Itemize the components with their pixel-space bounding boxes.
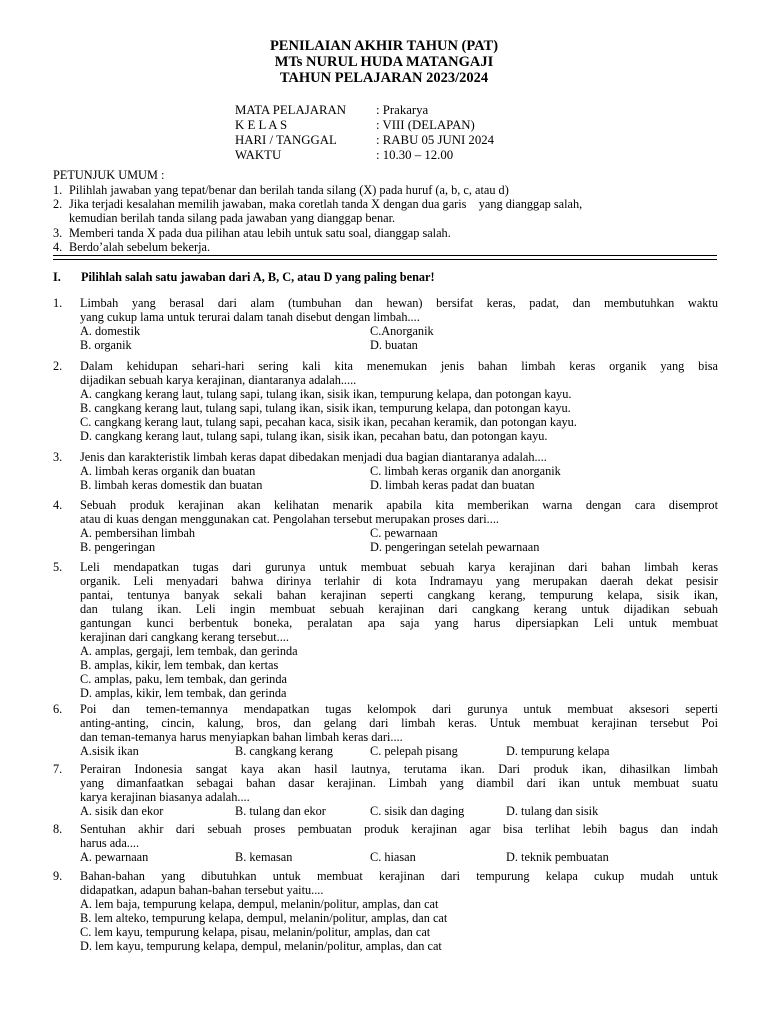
question-line: Bahan-bahan yang dibutuhkan untuk membuat kerajinan dari tempurung kelapa cukup mudah untuk [80,869,718,883]
exam-info-table [235,103,494,163]
question-number: 7. [53,762,63,776]
option-b[interactable]: B. tulang dan ekor [235,804,326,818]
option-d[interactable]: D. amplas, kikir, lem tembak, dan gerinda [80,686,287,700]
question-number: 6. [53,702,63,716]
option-c[interactable]: C. pewarnaan [370,526,438,540]
question-text [80,869,718,897]
options-row [80,338,718,352]
exam-title: PENILAIAN AKHIR TAHUN (PAT) [269,38,499,54]
info-value: : 10.30 – 12.00 [376,148,454,162]
options-row [80,540,718,554]
info-row-date [235,133,494,148]
question-line: dijadikan sebuah karya kerajinan, diantaranya adalah..... [80,373,357,387]
info-row-subject [235,103,494,118]
question-line: Leli mendapatkan tugas dari gurunya untuk membuat sebuah karya kerajinan dari bahan limbah keras [80,560,718,574]
option-c[interactable]: C. lem kayu, tempurung kelapa, pisau, melanin/politur, amplas, dan cat [80,925,431,939]
option-c[interactable]: C. sisik dan daging [370,804,465,818]
question-number: 8. [53,822,63,836]
info-label: MATA PELAJARAN [235,103,346,117]
option-a[interactable]: A. limbah keras organik dan buatan [80,464,256,478]
option-a[interactable]: A. lem baja, tempurung kelapa, dempul, melanin/politur, amplas, dan cat [80,897,439,911]
info-label: WAKTU [235,148,282,162]
option-d[interactable]: D. tulang dan sisik [506,804,599,818]
option-a[interactable]: A. cangkang kerang laut, tulang sapi, tulang ikan, sisik ikan, tempurung kelapa, dan potongan kayu. [80,387,572,401]
question-text [80,762,718,804]
options-row [80,478,718,492]
question-line: dan teman-temanya harus menyiapkan bahan limbah keras dari.... [80,730,403,744]
option-b[interactable]: B. cangkang kerang [235,744,333,758]
section-title: Pilihlah salah satu jawaban dari A, B, C, atau D yang paling benar! [81,270,435,284]
option-a[interactable]: A. sisik dan ekor [80,804,164,818]
question-text [80,702,718,744]
section-number: I. [53,270,61,284]
info-label: HARI / TANGGAL [235,133,337,147]
option-b[interactable]: B. cangkang kerang laut, tulang sapi, tulang ikan, sisik ikan, tempurung kelapa, dan potongan kayu. [80,401,571,415]
option-d[interactable]: D. lem kayu, tempurung kelapa, dempul, melanin/politur, amplas, dan cat [80,939,442,953]
academic-year: TAHUN PELAJARAN 2023/2024 [279,70,489,86]
instruction-text: Jika terjadi kesalahan memilih jawaban, maka coretlah tanda X dengan dua garis yang dianggap salah, [69,197,583,211]
instruction-number: 1. [53,183,63,197]
question-line: yang dimanfaatkan sebagai bahan dasar kerajinan. Limbah yang diambil dari ikan untuk membuat suatu [80,776,718,790]
question-line: karya kerajinan biasanya adalah.... [80,790,250,804]
question-line: organik. Leli menyadari bahwa dirinya terlahir di kota Indramayu yang merupakan daerah dekat pesisir [80,574,718,588]
question-text [80,450,718,464]
instruction-text: Berdo’alah sebelum bekerja. [69,240,211,254]
info-row-time [235,148,494,163]
info-value: : RABU 05 JUNI 2024 [376,133,495,147]
instructions-title: PETUNJUK UMUM : [53,168,165,182]
question-line: kerajinan dari cangkang kerang tersebut.... [80,630,289,644]
question-text [80,498,718,526]
question-line: Sebuah produk kerajinan akan kelihatan menarik apabila kita memberikan warna dengan cara disemprot [80,498,718,512]
option-b[interactable]: B. kemasan [235,850,293,864]
question-line: atau di kuas dengan menggunakan cat. Pengolahan tersebut merupakan proses dari.... [80,512,499,526]
question-line: pantai, tentunya banyak sekali bahan kerajinan seperti cangkang kerang, tempurung kelapa, sisik ikan, [80,588,718,602]
option-d[interactable]: D. pengeringan setelah pewarnaan [370,540,540,554]
option-d[interactable]: D. cangkang kerang laut, tulang sapi, tulang ikan, sisik ikan, pecahan batu, dan potongan kayu. [80,429,548,443]
option-c[interactable]: C. cangkang kerang laut, tulang sapi, pecahan kaca, sisik ikan, pecahan keramik, dan potongan kayu. [80,415,577,429]
question-line: Limbah yang berasal dari alam (tumbuhan dan hewan) bersifat keras, padat, dan membutuhkan waktu [80,296,718,310]
instruction-text: Memberi tanda X pada dua pilihan atau lebih untuk satu soal, dianggap salah. [69,226,451,240]
option-b[interactable]: B. pengeringan [80,540,156,554]
question-line: Poi dan temen-temannya mendapatkan tugas kelompok dari gurunya untuk membuat aksesori seperti [80,702,718,716]
question-line: yang cukup lama untuk terurai dalam tanah disebut dengan limbah.... [80,310,420,324]
info-row-class [235,118,494,133]
option-b[interactable]: B. limbah keras domestik dan buatan [80,478,263,492]
school-name: MTs NURUL HUDA MATANGAJI [274,54,494,70]
option-b[interactable]: B. lem alteko, tempurung kelapa, dempul, melanin/politur, amplas, dan cat [80,911,448,925]
option-a[interactable]: A. pembersihan limbah [80,526,196,540]
question-text [80,296,718,324]
option-c[interactable]: C. pelepah pisang [370,744,458,758]
question-line: Perairan Indonesia sangat kaya akan hasil lautnya, terutama ikan. Dari produk ikan, dihasilkan limbah [80,762,718,776]
divider-thin [53,259,717,260]
question-number: 1. [53,296,63,310]
option-a[interactable]: A. domestik [80,324,141,338]
question-number: 2. [53,359,63,373]
options-row [80,464,718,478]
info-value: : Prakarya [376,103,429,117]
options-row [80,744,718,758]
option-a[interactable]: A.sisik ikan [80,744,139,758]
info-label: K E L A S [235,118,288,132]
option-d[interactable]: D. teknik pembuatan [506,850,609,864]
instruction-number: 4. [53,240,63,254]
question-line: Jenis dan karakteristik limbah keras dapat dibedakan menjadi dua bagian diantaranya adalah.... [80,450,547,464]
option-d[interactable]: D. limbah keras padat dan buatan [370,478,535,492]
question-line: didapatkan, adapun bahan-bahan tersebut yaitu.... [80,883,324,897]
option-a[interactable]: A. amplas, gergaji, lem tembak, dan gerinda [80,644,298,658]
question-text [80,822,718,850]
option-b[interactable]: B. organik [80,338,132,352]
options-row [80,804,718,818]
question-number: 4. [53,498,63,512]
option-c[interactable]: C.Anorganik [370,324,434,338]
instruction-text: kemudian berilah tanda silang pada jawaban yang dianggap benar. [69,211,396,225]
question-text [80,560,718,644]
question-line: harus ada.... [80,836,140,850]
question-number: 5. [53,560,63,574]
options-row [80,324,718,338]
option-a[interactable]: A. pewarnaan [80,850,149,864]
options-row [80,850,718,864]
option-d[interactable]: D. tempurung kelapa [506,744,610,758]
option-c[interactable]: C. amplas, paku, lem tembak, dan gerinda [80,672,287,686]
option-c[interactable]: C. hiasan [370,850,416,864]
question-line: Dalam kehidupan sehari-hari sering kali kita menemukan jenis bahan limbah keras organik yang bisa [80,359,718,373]
instruction-number: 3. [53,226,63,240]
question-text [80,359,718,387]
info-value: : VIII (DELAPAN) [376,118,475,132]
option-b[interactable]: B. amplas, kikir, lem tembak, dan kertas [80,658,279,672]
instruction-number: 2. [53,197,63,211]
divider-thick [53,255,717,256]
question-number: 9. [53,869,63,883]
question-line: dan tulang ikan. Leli ingin membuat sebuah kerajinan dari cangkang kerang untuk dijadikan sebuah [80,602,718,616]
question-line: Sentuhan akhir dari sebuah proses pembuatan produk kerajinan agar bisa terlihat lebih bagus dan indah [80,822,718,836]
question-number: 3. [53,450,63,464]
instruction-text: Pilihlah jawaban yang tepat/benar dan berilah tanda silang (X) pada huruf (a, b, c, atau d) [69,183,509,197]
option-c[interactable]: C. limbah keras organik dan anorganik [370,464,561,478]
options-row [80,526,718,540]
question-line: anting-anting, cincin, kalung, bros, dan gelang dari limbah keras. Untuk membuat kerajinan tersebut Poi [80,716,718,730]
option-d[interactable]: D. buatan [370,338,418,352]
question-line: gantungan kunci berbentuk boneka, peralatan apa saja yang harus dipersiapkan Leli untuk membuat [80,616,718,630]
